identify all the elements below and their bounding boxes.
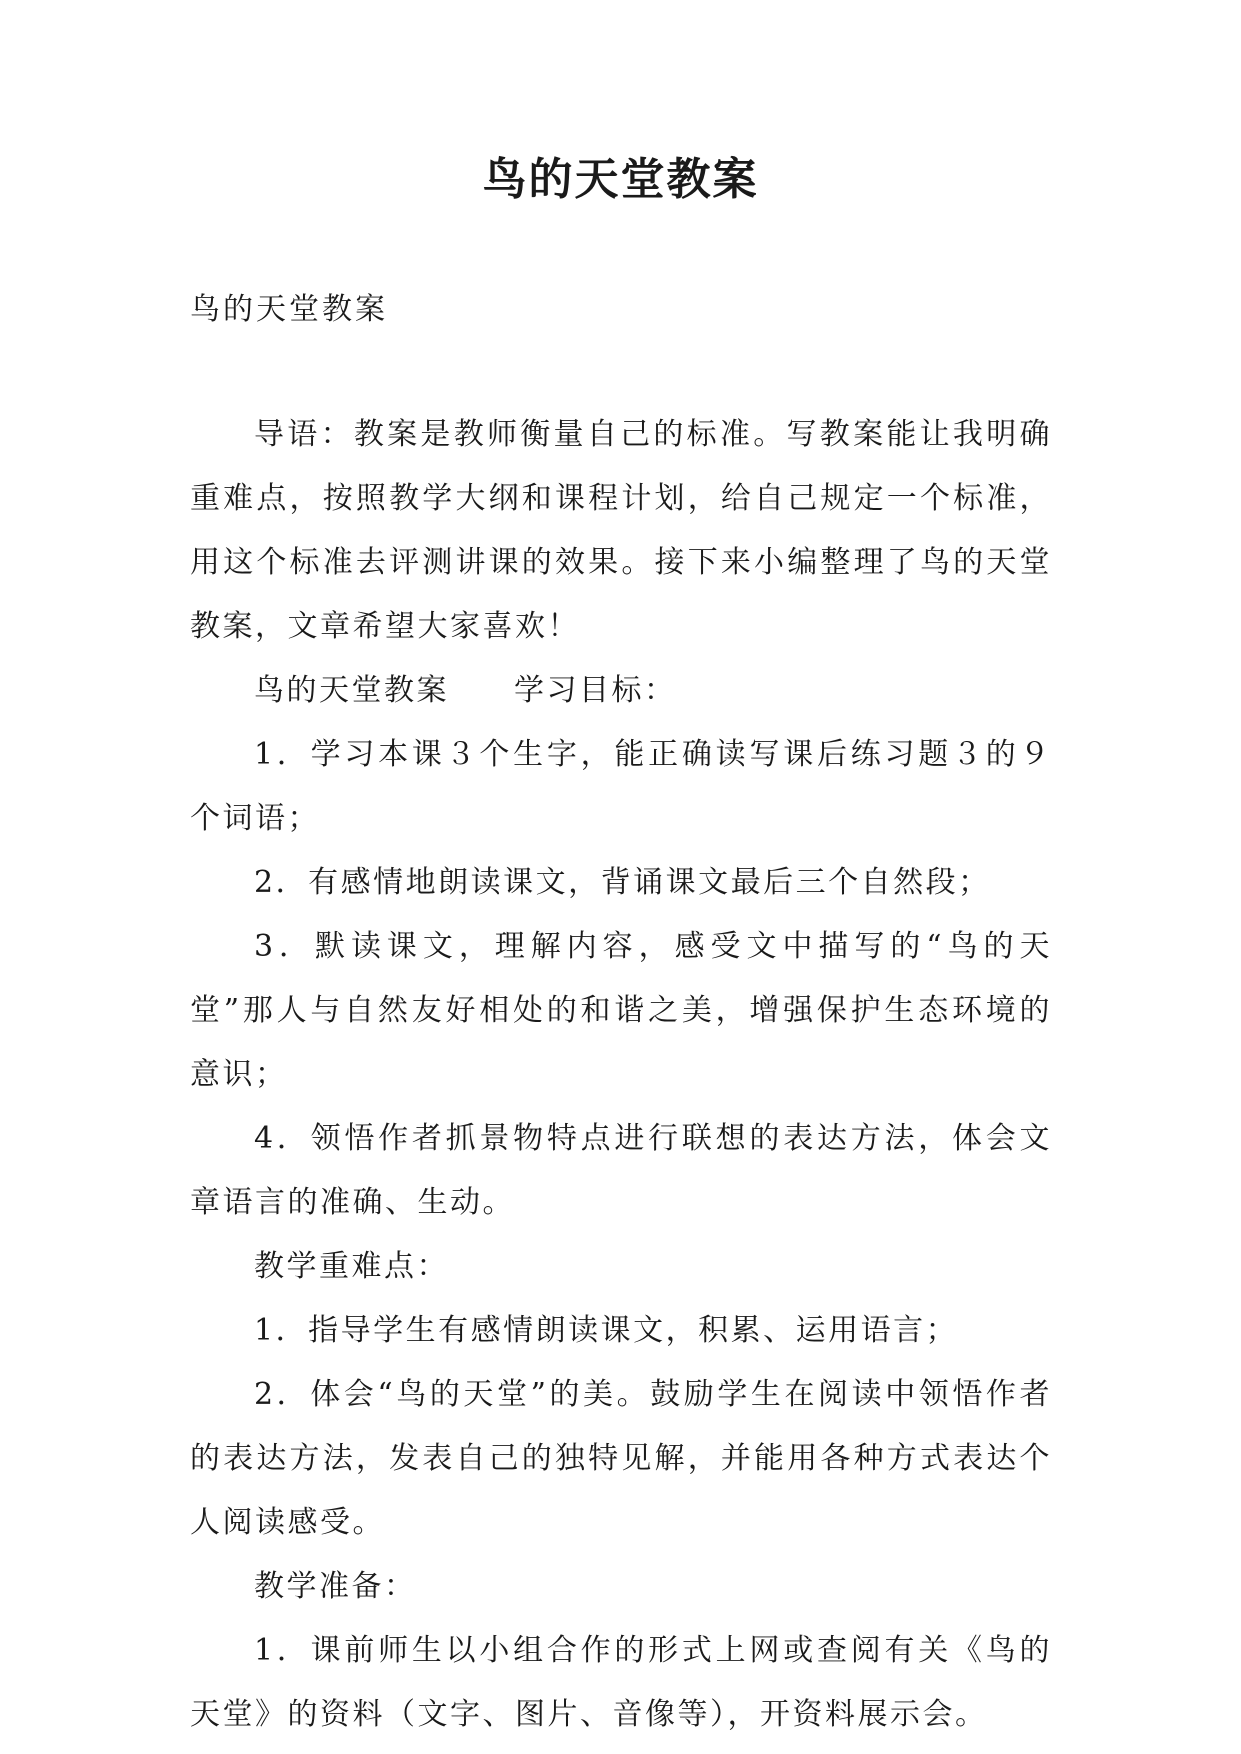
document-subtitle: 鸟的天堂教案 [190,292,388,327]
goal-item-1: 1．学习本课３个生字，能正确读写课后练习题３的９个词语； [190,737,1052,836]
intro-paragraph: 导语：教案是教师衡量自己的标准。写教案能让我明确重难点，按照教学大纲和课程计划，给自己规定一个标准，用这个标准去评测讲课的效果。接下来小编整理了鸟的天堂教案，文章希望大家喜欢！ [190,417,1052,644]
key-points-heading: 教学重难点： [254,1249,449,1284]
preparation-item-1: 1．课前师生以小组合作的形式上网或查阅有关《鸟的天堂》的资料（文字、图片、音像等），开资料展示会。 [190,1633,1052,1732]
goal-item-2: 2．有感情地朗读课文，背诵课文最后三个自然段； [254,865,991,900]
goal-item-4: 4．领悟作者抓景物特点进行联想的表达方法，体会文章语言的准确、生动。 [190,1121,1052,1220]
key-point-item-1: 1．指导学生有感情朗读课文，积累、运用语言； [254,1313,959,1348]
preparation-heading: 教学准备： [254,1569,417,1604]
goal-item-3: 3．默读课文，理解内容，感受文中描写的“鸟的天堂”那人与自然友好相处的和谐之美，增强保护生态环境的意识； [190,929,1052,1092]
document-body [190,403,1052,1747]
key-point-item-2: 2．体会“鸟的天堂”的美。鼓励学生在阅读中领悟作者的表达方法，发表自己的独特见解，并能用各种方式表达个人阅读感受。 [190,1377,1052,1540]
document-title: 鸟的天堂教案 [482,154,759,205]
learning-goals-heading: 鸟的天堂教案 学习目标： [254,673,677,708]
